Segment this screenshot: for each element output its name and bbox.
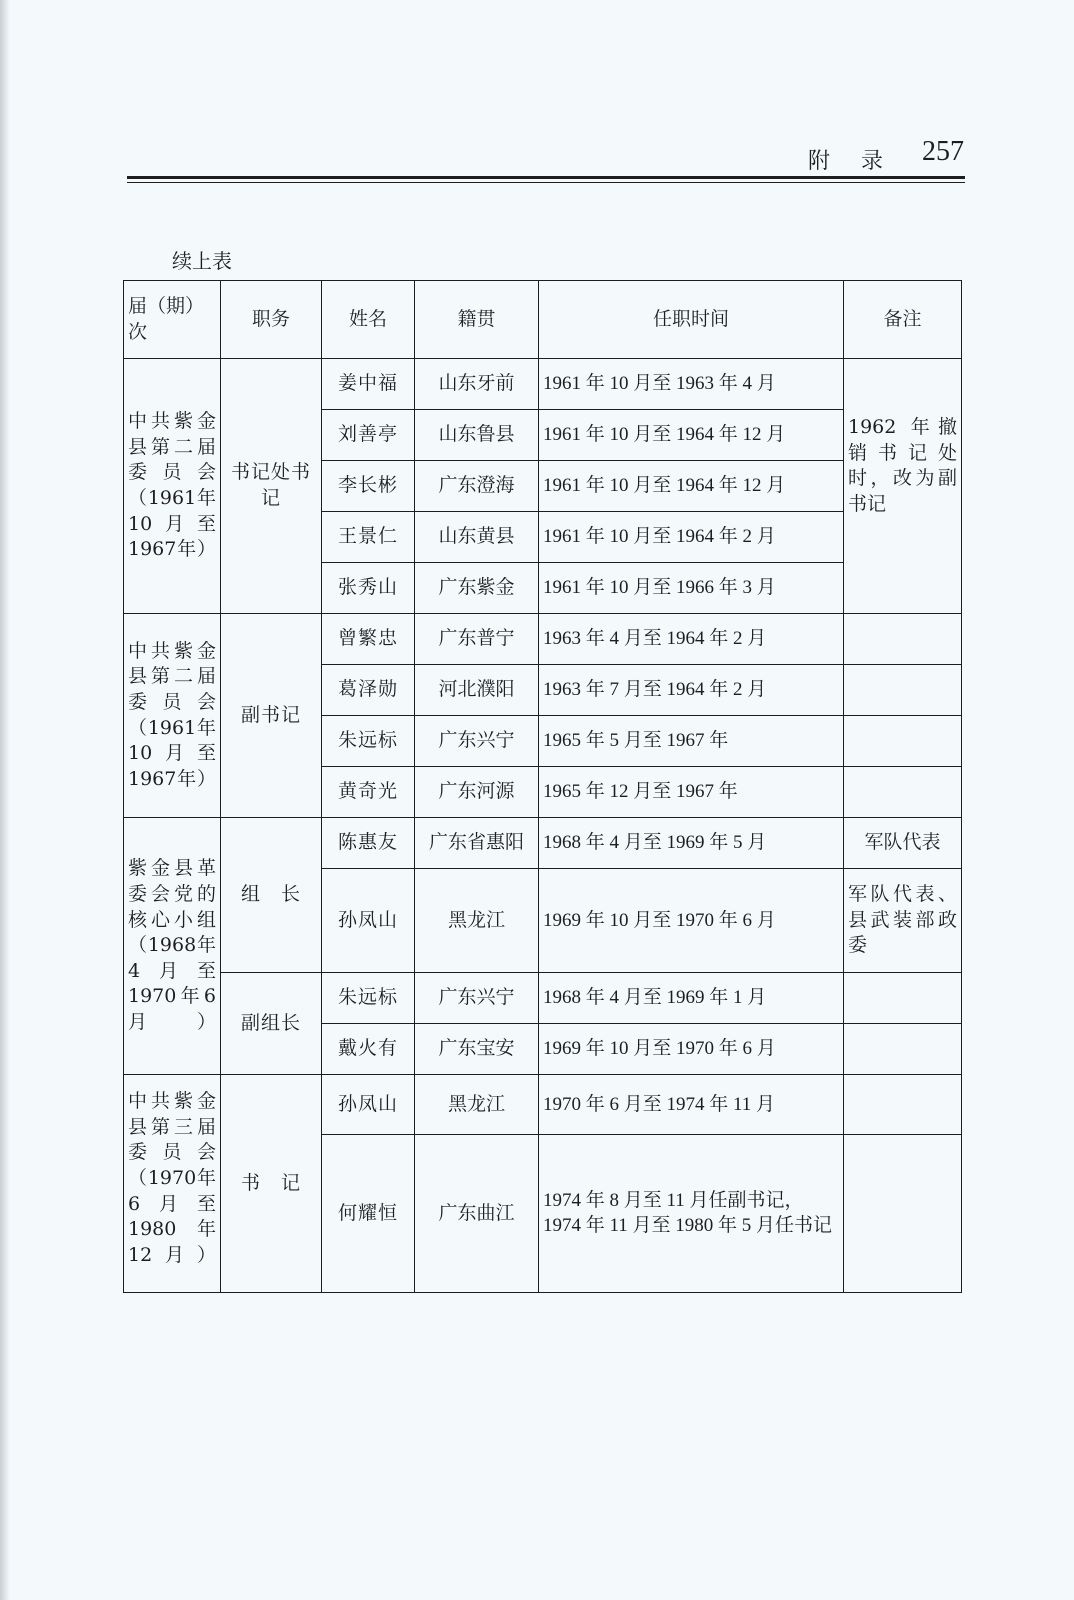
personnel-table [123, 280, 962, 1293]
remark-cell [844, 1024, 962, 1075]
page-edge-shadow [0, 0, 10, 1600]
origin-cell: 广东兴宁 [415, 716, 539, 767]
page-number: 257 [922, 136, 964, 167]
name-cell: 朱远标 [322, 716, 415, 767]
post-cell: 书记处书记 [221, 359, 322, 614]
tenure-cell: 1968 年 4 月至 1969 年 5 月 [539, 818, 844, 869]
tenure-cell: 1963 年 7 月至 1964 年 2 月 [539, 665, 844, 716]
name-cell: 葛泽勋 [322, 665, 415, 716]
column-header-post: 职务 [221, 281, 322, 359]
column-header-origin: 籍贯 [415, 281, 539, 359]
table-row [124, 818, 962, 869]
remark-cell [844, 665, 962, 716]
remark-cell [844, 614, 962, 665]
origin-cell: 广东普宁 [415, 614, 539, 665]
post-cell: 副书记 [221, 614, 322, 818]
header-rule-thick [127, 176, 965, 179]
table-row [124, 614, 962, 665]
remark-cell [844, 1075, 962, 1135]
origin-cell: 广东紫金 [415, 563, 539, 614]
origin-cell: 河北濮阳 [415, 665, 539, 716]
name-cell: 孙凤山 [322, 869, 415, 973]
tenure-cell: 1969 年 10 月至 1970 年 6 月 [539, 869, 844, 973]
name-cell: 何耀恒 [322, 1135, 415, 1293]
origin-cell: 广东澄海 [415, 461, 539, 512]
table-caption: 续上表 [172, 249, 232, 273]
column-header-tenure: 任职时间 [539, 281, 844, 359]
origin-cell: 黑龙江 [415, 1075, 539, 1135]
tenure-cell: 1963 年 4 月至 1964 年 2 月 [539, 614, 844, 665]
tenure-cell: 1961 年 10 月至 1964 年 12 月 [539, 461, 844, 512]
term-cell: 中共紫金县第二届委员会（1961年10月至1967年） [124, 614, 221, 818]
origin-cell: 山东鲁县 [415, 410, 539, 461]
name-cell: 曾繁忠 [322, 614, 415, 665]
running-header [780, 136, 970, 176]
term-cell: 紫金县革委会党的核心小组（1968年4月至1970年6月） [124, 818, 221, 1075]
remark-cell [844, 1135, 962, 1293]
origin-cell: 广东宝安 [415, 1024, 539, 1075]
tenure-cell: 1961 年 10 月至 1966 年 3 月 [539, 563, 844, 614]
origin-cell: 广东省惠阳 [415, 818, 539, 869]
post-cell: 书 记 [221, 1075, 322, 1293]
tenure-cell: 1968 年 4 月至 1969 年 1 月 [539, 973, 844, 1024]
origin-cell: 山东牙前 [415, 359, 539, 410]
tenure-cell: 1969 年 10 月至 1970 年 6 月 [539, 1024, 844, 1075]
remark-cell [844, 973, 962, 1024]
post-cell: 组 长 [221, 818, 322, 973]
column-header-term: 届（期）次 [124, 281, 221, 359]
name-cell: 刘善亭 [322, 410, 415, 461]
table-row [124, 973, 962, 1024]
name-cell: 姜中福 [322, 359, 415, 410]
name-cell: 戴火有 [322, 1024, 415, 1075]
name-cell: 王景仁 [322, 512, 415, 563]
remark-cell [844, 716, 962, 767]
origin-cell: 广东兴宁 [415, 973, 539, 1024]
origin-cell: 山东黄县 [415, 512, 539, 563]
term-cell: 中共紫金县第三届委员会（1970年6月至1980年12月） [124, 1075, 221, 1293]
column-header-remark: 备注 [844, 281, 962, 359]
name-cell: 李长彬 [322, 461, 415, 512]
term-cell: 中共紫金县第二届委员会（1961年10月至1967年） [124, 359, 221, 614]
remark-cell: 军队代表、县武装部政委 [844, 869, 962, 973]
remark-cell [844, 767, 962, 818]
name-cell: 朱远标 [322, 973, 415, 1024]
tenure-cell: 1974 年 8 月至 11 月任副书记，1974 年 11 月至 1980 年 5 月任书记 [539, 1135, 844, 1293]
origin-cell: 黑龙江 [415, 869, 539, 973]
name-cell: 张秀山 [322, 563, 415, 614]
section-label: 附 录 [808, 149, 895, 174]
tenure-cell: 1970 年 6 月至 1974 年 11 月 [539, 1075, 844, 1135]
header-rule-thin [127, 182, 965, 183]
table-row [124, 359, 962, 410]
table-row [124, 1075, 962, 1135]
table-header-row [124, 281, 962, 359]
origin-cell: 广东曲江 [415, 1135, 539, 1293]
name-cell: 黄奇光 [322, 767, 415, 818]
tenure-cell: 1965 年 5 月至 1967 年 [539, 716, 844, 767]
remark-cell: 军队代表 [844, 818, 962, 869]
remark-cell: 1962 年撤销书记处时，改为副书记 [844, 359, 962, 614]
tenure-cell: 1961 年 10 月至 1964 年 2 月 [539, 512, 844, 563]
column-header-name: 姓名 [322, 281, 415, 359]
name-cell: 陈惠友 [322, 818, 415, 869]
tenure-cell: 1961 年 10 月至 1964 年 12 月 [539, 410, 844, 461]
post-cell: 副组长 [221, 973, 322, 1075]
tenure-cell: 1961 年 10 月至 1963 年 4 月 [539, 359, 844, 410]
name-cell: 孙凤山 [322, 1075, 415, 1135]
origin-cell: 广东河源 [415, 767, 539, 818]
tenure-cell: 1965 年 12 月至 1967 年 [539, 767, 844, 818]
